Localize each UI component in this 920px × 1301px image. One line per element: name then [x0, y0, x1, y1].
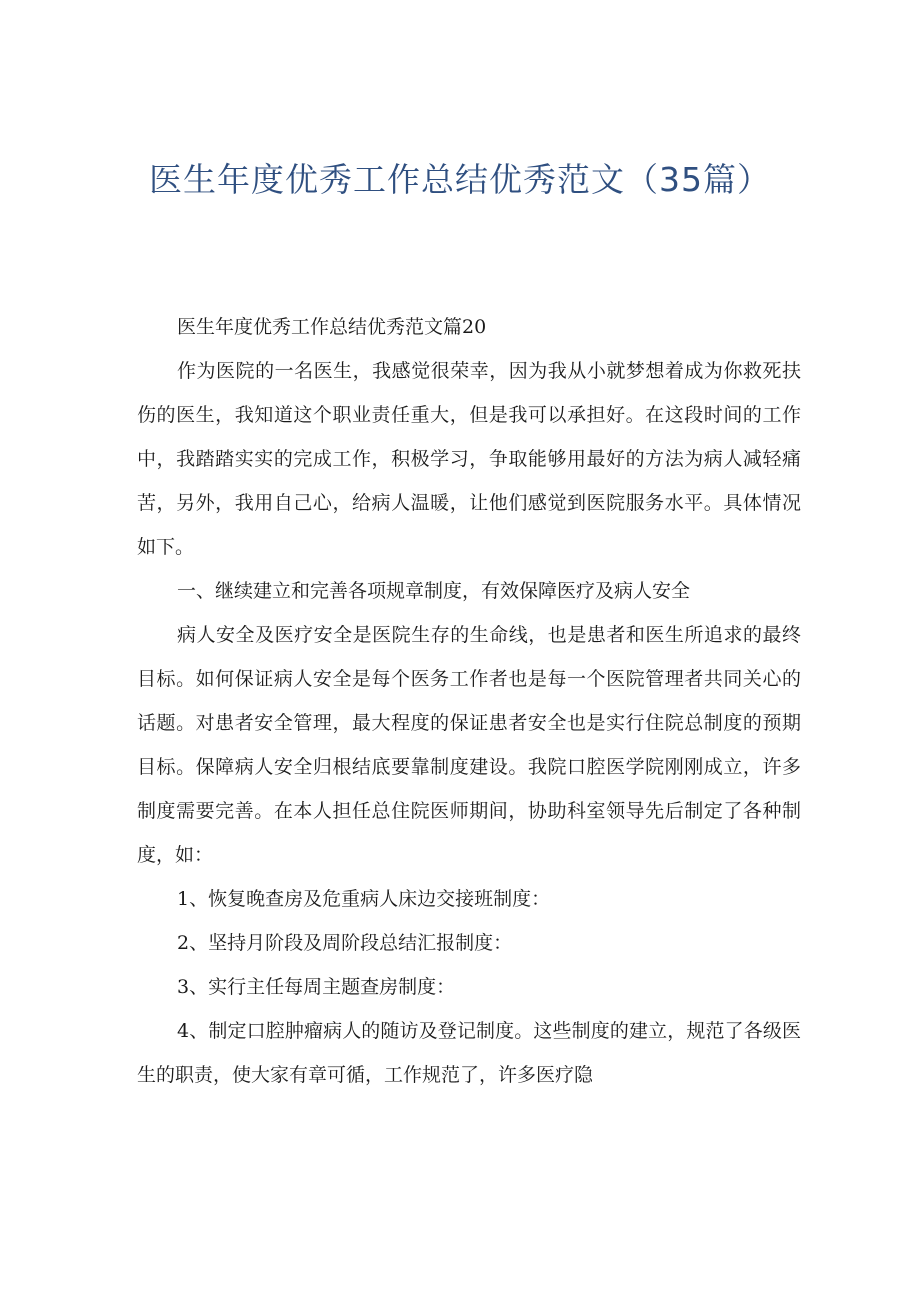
paragraph: 病人安全及医疗安全是医院生存的生命线，也是患者和医生所追求的最终目标。如何保证病人安全是每个医务工作者也是每一个医院管理者共同关心的话题。对患者安全管理，最大程度的保证患者安全也是实行住院总制度的预期目标。保障病人安全归根结底要靠制度建设。我院口腔医学院刚刚成立，许多制度需要完善。在本人担任总住院医师期间，协助科室领导先后制定了各种制度，如： [137, 624, 801, 866]
subsection-heading: 一、继续建立和完善各项规章制度，有效保障医疗及病人安全 [177, 580, 691, 602]
list-item: 2、坚持月阶段及周阶段总结汇报制度： [177, 932, 513, 954]
document-title: 医生年度优秀工作总结优秀范文（35篇） [149, 160, 771, 199]
document-body [137, 305, 801, 1097]
list-item: 4、制定口腔肿瘤病人的随访及登记制度。这些制度的建立，规范了各级医生的职责，使大家有章可循，工作规范了，许多医疗隐 [137, 1020, 801, 1086]
list-item: 1、恢复晚查房及危重病人床边交接班制度： [177, 888, 551, 910]
section-heading: 医生年度优秀工作总结优秀范文篇20 [177, 316, 487, 338]
paragraph: 作为医院的一名医生，我感觉很荣幸，因为我从小就梦想着成为你救死扶伤的医生，我知道这个职业责任重大，但是我可以承担好。在这段时间的工作中，我踏踏实实的完成工作，积极学习，争取能够用最好的方法为病人减轻痛苦，另外，我用自己心，给病人温暖，让他们感觉到医院服务水平。具体情况如下。 [137, 360, 801, 558]
list-item: 3、实行主任每周主题查房制度： [177, 976, 456, 998]
